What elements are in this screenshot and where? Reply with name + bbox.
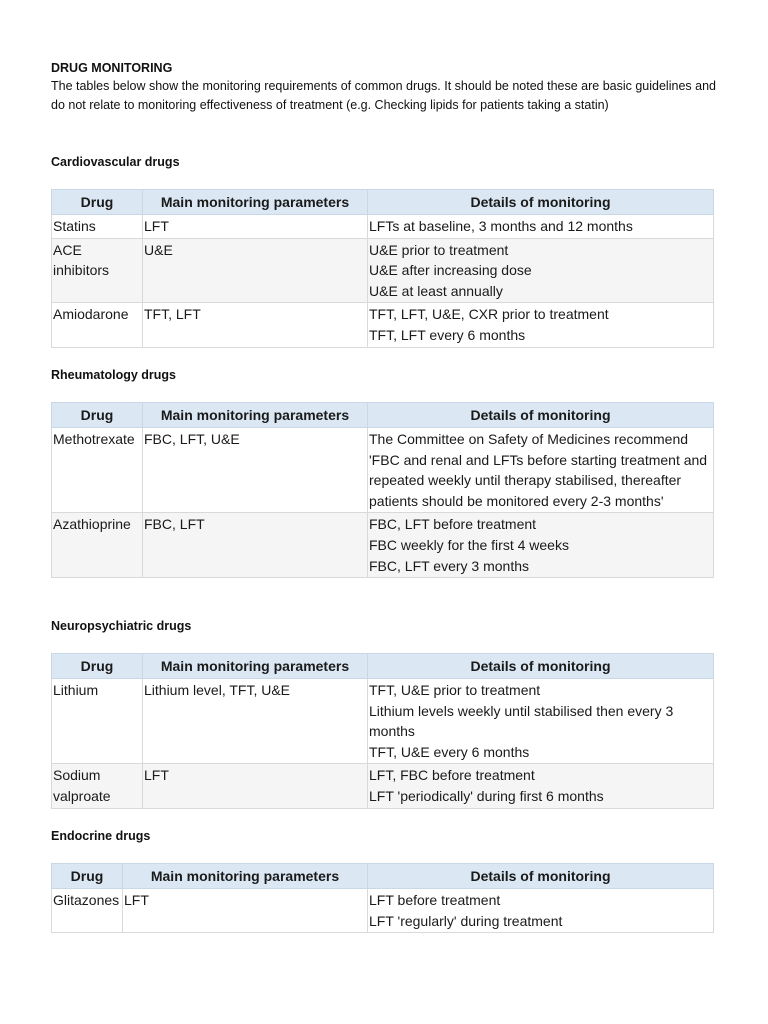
details-line: U&E at least annually bbox=[369, 282, 503, 299]
details-cell bbox=[368, 428, 714, 513]
table-header-row bbox=[52, 654, 714, 679]
drug-cell: Amiodarone bbox=[52, 303, 143, 347]
params-cell: U&E bbox=[143, 238, 368, 303]
drug-cell: ACE inhibitors bbox=[52, 238, 143, 303]
details-line: U&E after increasing dose bbox=[369, 262, 532, 279]
drug-cell: Azathioprine bbox=[52, 513, 143, 578]
params-cell: LFT bbox=[143, 764, 368, 808]
header-params: Main monitoring parameters bbox=[143, 403, 368, 428]
details-line: FBC, LFT before treatment bbox=[369, 516, 537, 533]
details-line: LFT, FBC before treatment bbox=[369, 767, 535, 784]
header-drug: Drug bbox=[52, 190, 143, 215]
drug-cell: Statins bbox=[52, 215, 143, 239]
header-details: Details of monitoring bbox=[368, 190, 714, 215]
rheumatology-table bbox=[51, 402, 714, 578]
table-row bbox=[52, 215, 714, 239]
details-cell bbox=[368, 238, 714, 303]
details-line: TFT, U&E prior to treatment bbox=[369, 682, 541, 698]
drug-cell: Sodium valproate bbox=[52, 764, 143, 808]
document-title: DRUG MONITORING bbox=[51, 61, 173, 75]
header-drug: Drug bbox=[52, 864, 123, 889]
params-cell: LFT bbox=[143, 215, 368, 239]
details-line: Lithium levels weekly until stabilised then every 3 months bbox=[369, 702, 674, 740]
details-line: LFT 'regularly' during treatment bbox=[369, 912, 563, 929]
table-row bbox=[52, 889, 714, 933]
table-row bbox=[52, 428, 714, 513]
header-drug: Drug bbox=[52, 654, 143, 679]
drug-cell: Glitazones bbox=[52, 889, 123, 933]
header-params: Main monitoring parameters bbox=[143, 654, 368, 679]
table-row bbox=[52, 764, 714, 808]
intro-paragraph: The tables below show the monitoring requirements of common drugs. It should be noted these are basic guidelines and do not relate to monitoring effectiveness of treatment (e.g. Checking lipids for patients taking a statin) bbox=[51, 79, 716, 112]
table-row bbox=[52, 238, 714, 303]
params-cell: Lithium level, TFT, U&E bbox=[143, 679, 368, 764]
details-line: U&E prior to treatment bbox=[369, 241, 509, 258]
header-params: Main monitoring parameters bbox=[143, 190, 368, 215]
table-row bbox=[52, 513, 714, 578]
section-heading-neuropsychiatric: Neuropsychiatric drugs bbox=[51, 619, 192, 633]
details-cell bbox=[368, 215, 714, 239]
details-line: LFT 'periodically' during first 6 months bbox=[369, 787, 604, 804]
table-header-row bbox=[52, 190, 714, 215]
params-cell: LFT bbox=[123, 889, 368, 933]
header-params: Main monitoring parameters bbox=[123, 864, 368, 889]
details-line: TFT, LFT every 6 months bbox=[369, 326, 526, 343]
params-cell: FBC, LFT, U&E bbox=[143, 428, 368, 513]
drug-cell: Methotrexate bbox=[52, 428, 143, 513]
neuropsychiatric-table bbox=[51, 653, 714, 809]
details-line: LFTs at baseline, 3 months and 12 months bbox=[369, 218, 633, 234]
section-heading-cardiovascular: Cardiovascular drugs bbox=[51, 155, 180, 169]
header-details: Details of monitoring bbox=[368, 654, 714, 679]
details-line: LFT before treatment bbox=[369, 892, 501, 908]
section-heading-endocrine: Endocrine drugs bbox=[51, 829, 151, 843]
header-details: Details of monitoring bbox=[368, 403, 714, 428]
details-cell bbox=[368, 889, 714, 933]
details-cell bbox=[368, 513, 714, 578]
details-line: FBC, LFT every 3 months bbox=[369, 557, 530, 574]
table-header-row bbox=[52, 864, 714, 889]
table-row bbox=[52, 679, 714, 764]
header-details: Details of monitoring bbox=[368, 864, 714, 889]
table-row bbox=[52, 303, 714, 347]
details-cell bbox=[368, 764, 714, 808]
header-drug: Drug bbox=[52, 403, 143, 428]
details-line: FBC weekly for the first 4 weeks bbox=[369, 536, 569, 553]
details-cell bbox=[368, 679, 714, 764]
params-cell: TFT, LFT bbox=[143, 303, 368, 347]
details-line: The Committee on Safety of Medicines recommend 'FBC and renal and LFTs before starting treatment and repeated weekly until therapy stabilised, thereafter patients should be monitored every 2-3 months' bbox=[369, 431, 708, 509]
table-header-row bbox=[52, 403, 714, 428]
endocrine-table bbox=[51, 863, 714, 933]
details-line: TFT, U&E every 6 months bbox=[369, 743, 530, 760]
section-heading-rheumatology: Rheumatology drugs bbox=[51, 368, 177, 382]
params-cell: FBC, LFT bbox=[143, 513, 368, 578]
cardiovascular-table bbox=[51, 189, 714, 348]
drug-cell: Lithium bbox=[52, 679, 143, 764]
details-cell bbox=[368, 303, 714, 347]
details-line: TFT, LFT, U&E, CXR prior to treatment bbox=[369, 306, 609, 323]
